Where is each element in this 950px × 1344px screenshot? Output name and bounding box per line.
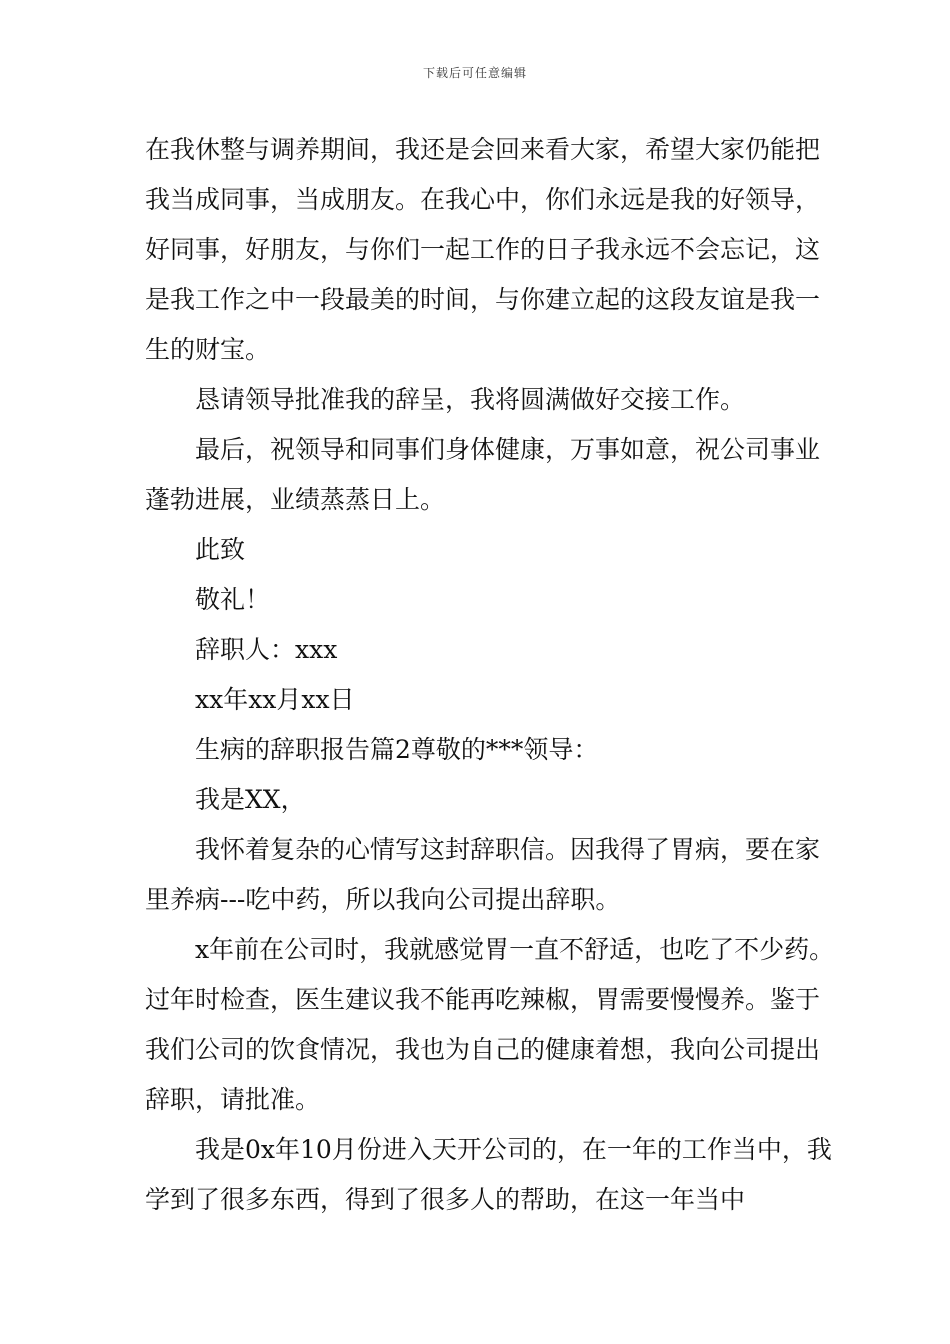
paragraph-work-experience: 我是0x年10月份进入天开公司的，在一年的工作当中，我学到了很多东西，得到了很多人的帮助，在这一年当中	[145, 1135, 832, 1214]
paragraph-request-approval: 恳请领导批准我的辞呈，我将圆满做好交接工作。	[195, 385, 746, 414]
signature-line: 辞职人：xxx	[195, 635, 338, 664]
paragraph-health-history: x年前在公司时，我就感觉胃一直不舒适，也吃了不少药。过年时检查，医生建议我不能再吃辣椒，胃需要慢慢养。鉴于我们公司的饮食情况，我也为自己的健康着想，我向公司提出辞职，请批准。	[145, 935, 835, 1114]
page-header-note: 下载后可任意编辑	[422, 66, 527, 80]
paragraph-continuation: 在我休整与调养期间，我还是会回来看大家，希望大家仍能把我当成同事，当成朋友。在我心中，你们永远是我的好领导，好同事，好朋友，与你们一起工作的日子我永远不会忘记，这是我工作之中一段最美的时间，与你建立起的这段友谊是我一生的财宝。	[145, 135, 821, 364]
salutation-cizhi: 此致	[195, 535, 246, 564]
section-title-letter-2: 生病的辞职报告篇2尊敬的***领导：	[195, 735, 599, 764]
paragraph-reason: 我怀着复杂的心情写这封辞职信。因我得了胃病，要在家里养病---吃中药，所以我向公司提出辞职。	[145, 835, 821, 914]
document-body	[145, 125, 835, 1225]
greeting-line: 我是XX，	[195, 785, 306, 814]
paragraph-closing-wishes: 最后，祝领导和同事们身体健康，万事如意，祝公司事业蓬勃进展，业绩蒸蒸日上。	[145, 435, 821, 514]
salutation-jingli: 敬礼！	[195, 585, 271, 614]
date-line: xx年xx月xx日	[195, 685, 355, 714]
